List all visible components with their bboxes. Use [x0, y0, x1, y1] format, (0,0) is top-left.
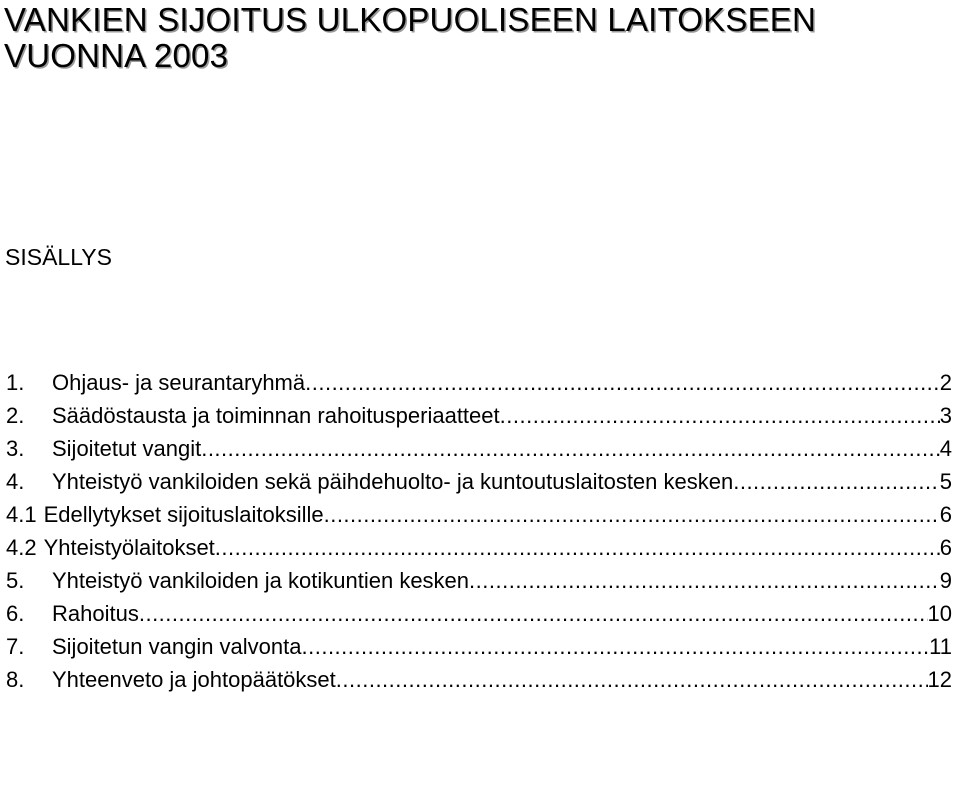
- document-title-line-2: VUONNA 2003: [4, 37, 229, 74]
- toc-entry-page: 6: [939, 502, 952, 527]
- toc-entry-number: 2.: [6, 403, 25, 428]
- toc-entry-number: 8.: [6, 667, 25, 692]
- table-of-contents: [6, 366, 960, 696]
- toc-entry-page: 5: [939, 469, 952, 494]
- document-title-line-1: VANKIEN SIJOITUS ULKOPUOLISEEN LAITOKSEEN: [4, 1, 817, 38]
- toc-entry-page: 6: [939, 535, 952, 560]
- toc-entry-label: Edellytykset sijoituslaitoksille: [43, 502, 324, 527]
- toc-entry-label: Yhteistyö vankiloiden ja kotikuntien kesken: [52, 568, 470, 593]
- toc-entry-label: Rahoitus: [52, 601, 139, 626]
- toc-dot-leader: [469, 564, 940, 597]
- toc-entry-page: 10: [927, 601, 952, 626]
- toc-entry-page: 9: [939, 568, 952, 593]
- toc-entry[interactable]: [6, 498, 960, 531]
- toc-entry-number: 4.2: [6, 535, 37, 560]
- toc-entry-number: 3.: [6, 436, 25, 461]
- toc-entry-label: Sijoitetun vangin valvonta: [52, 634, 302, 659]
- toc-dot-leader: [302, 630, 930, 663]
- toc-dot-leader: [733, 465, 940, 498]
- toc-entry[interactable]: [6, 531, 960, 564]
- toc-dot-leader: [201, 432, 940, 465]
- toc-entry[interactable]: [6, 597, 960, 630]
- document-title: [4, 2, 816, 74]
- toc-entry-page: 4: [939, 436, 952, 461]
- toc-entry-number: 4.1: [6, 502, 37, 527]
- toc-entry-page: 2: [939, 370, 952, 395]
- toc-entry-number: 1.: [6, 370, 25, 395]
- toc-entry-label: Yhteistyölaitokset: [43, 535, 215, 560]
- toc-entry[interactable]: [6, 432, 960, 465]
- toc-entry-page: 3: [939, 403, 952, 428]
- toc-entry-number: 4.: [6, 469, 25, 494]
- toc-entry-page: 12: [927, 667, 952, 692]
- toc-entry[interactable]: [6, 663, 960, 696]
- toc-entry-number: 6.: [6, 601, 25, 626]
- toc-entry-page: 11: [929, 634, 952, 659]
- toc-entry[interactable]: [6, 564, 960, 597]
- toc-entry[interactable]: [6, 399, 960, 432]
- toc-entry[interactable]: [6, 366, 960, 399]
- toc-heading: SISÄLLYS: [5, 244, 112, 270]
- toc-entry-label: Yhteenveto ja johtopäätökset: [52, 667, 336, 692]
- toc-entry[interactable]: [6, 630, 960, 663]
- toc-dot-leader: [305, 366, 940, 399]
- toc-dot-leader: [139, 597, 928, 630]
- toc-entry-label: Yhteistyö vankiloiden sekä päihdehuolto- ja kuntoutuslaitosten kesken: [52, 469, 734, 494]
- toc-dot-leader: [324, 498, 940, 531]
- toc-entry-label: Ohjaus- ja seurantaryhmä: [52, 370, 306, 395]
- toc-dot-leader: [336, 663, 928, 696]
- toc-entry-number: 7.: [6, 634, 25, 659]
- toc-dot-leader: [215, 531, 940, 564]
- toc-entry-label: Sijoitetut vangit: [52, 436, 202, 461]
- toc-dot-leader: [500, 399, 940, 432]
- toc-entry[interactable]: [6, 465, 960, 498]
- toc-entry-label: Säädöstausta ja toiminnan rahoitusperiaatteet: [52, 403, 500, 428]
- toc-entry-number: 5.: [6, 568, 25, 593]
